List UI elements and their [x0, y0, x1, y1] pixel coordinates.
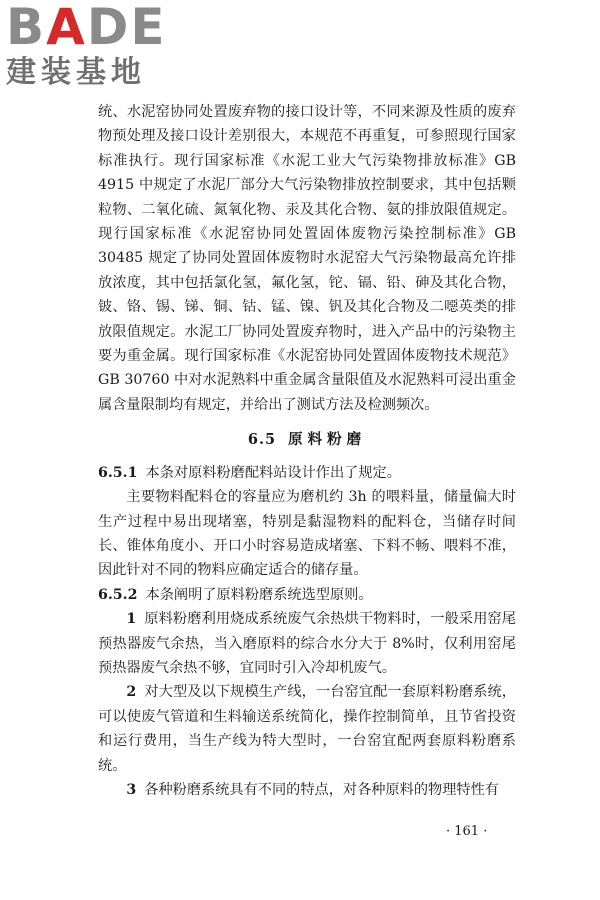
paragraph-continuation: 统、水泥窑协同处置废弃物的接口设计等，不同来源及性质的废弃物预处理及接口设计差别很大，本规范不再重复，可参照现行国家标准执行。现行国家标准《水泥工业大气污染物排放标准》GB 4915 中规定了水泥厂部分大气污染物排放控制要求，其中包括颗粒物、二氧化硫、氮氧化物、汞及其化合物、氨的排放限值规定。现行国家标准《水泥窑协同处置固体废物污染控制标准》GB 30485 规定了协同处置固体废物时水泥窑大气污染物最高允许排放浓度，其中包括氯化氢，氟化氢，铊、镉、铅、砷及其化合物，铍、铬、锡、锑、铜、钴、锰、镍、钒及其化合物及二噁英类的排放限值规定。水泥工厂协同处置废弃物时，进入产品中的污染物主要为重金属。现行国家标准《水泥窑协同处置固体废物技术规范》GB 30760 中对水泥熟料中重金属含量限值及水泥熟料可浸出重金属含量限制均有规定，并给出了测试方法及检测频次。 [98, 104, 516, 413]
item-text: 对大型及以下规模生产线，一台窑宜配一套原料粉磨系统，可以使废气管道和生料输送系统简化，操作控制简单，且节省投资和运行费用，当生产线为特大型时，一台窑宜配两套原料粉磨系统。 [98, 684, 516, 774]
page-number: · 161 · [446, 824, 488, 839]
list-item [98, 607, 516, 680]
clause-number: 6.5.1 [98, 464, 138, 481]
item-number: 2 [126, 684, 137, 701]
bade-logo [6, 2, 186, 102]
item-text: 各种粉磨系统具有不同的特点，对各种原料的物理特性有 [144, 781, 499, 798]
clause-number: 6.5.2 [98, 586, 138, 603]
page-content [98, 100, 516, 802]
item-number: 3 [126, 781, 137, 798]
logo-subtitle: 建装基地 [6, 55, 146, 90]
item-text: 原料粉磨利用烧成系统废气余热烘干物料时，一般采用窑尾预热器废气余热，当入磨原料的综合水分大于 8%时，仅利用窑尾预热器废气余热不够，宜同时引入冷却机废气。 [98, 611, 516, 676]
logo-wordmark: BADE [6, 0, 167, 56]
clause-6-5-2 [98, 583, 516, 607]
section-heading [98, 428, 516, 452]
list-item [98, 680, 516, 778]
clause-text: 本条对原料粉磨配料站设计作出了规定。 [145, 464, 401, 481]
clause-6-5-1 [98, 461, 516, 485]
list-item [98, 778, 516, 802]
section-number: 6.5 [247, 431, 277, 449]
clause-6-5-1-paragraph: 主要物料配料仓的容量应为磨机约 3h 的喂料量，储量偏大时生产过程中易出现堵塞，特别是黏湿物料的配料仓，当储存时间长、锥体角度小、开口小时容易造成堵塞、下料不畅、喂料不准，因此针对不同的物料应确定适合的储存量。 [98, 489, 516, 579]
clause-text: 本条阐明了原料粉磨系统选型原则。 [145, 586, 373, 603]
item-number: 1 [126, 611, 137, 628]
logo-accent-letter: A [46, 0, 87, 56]
section-title: 原料粉磨 [288, 431, 367, 449]
